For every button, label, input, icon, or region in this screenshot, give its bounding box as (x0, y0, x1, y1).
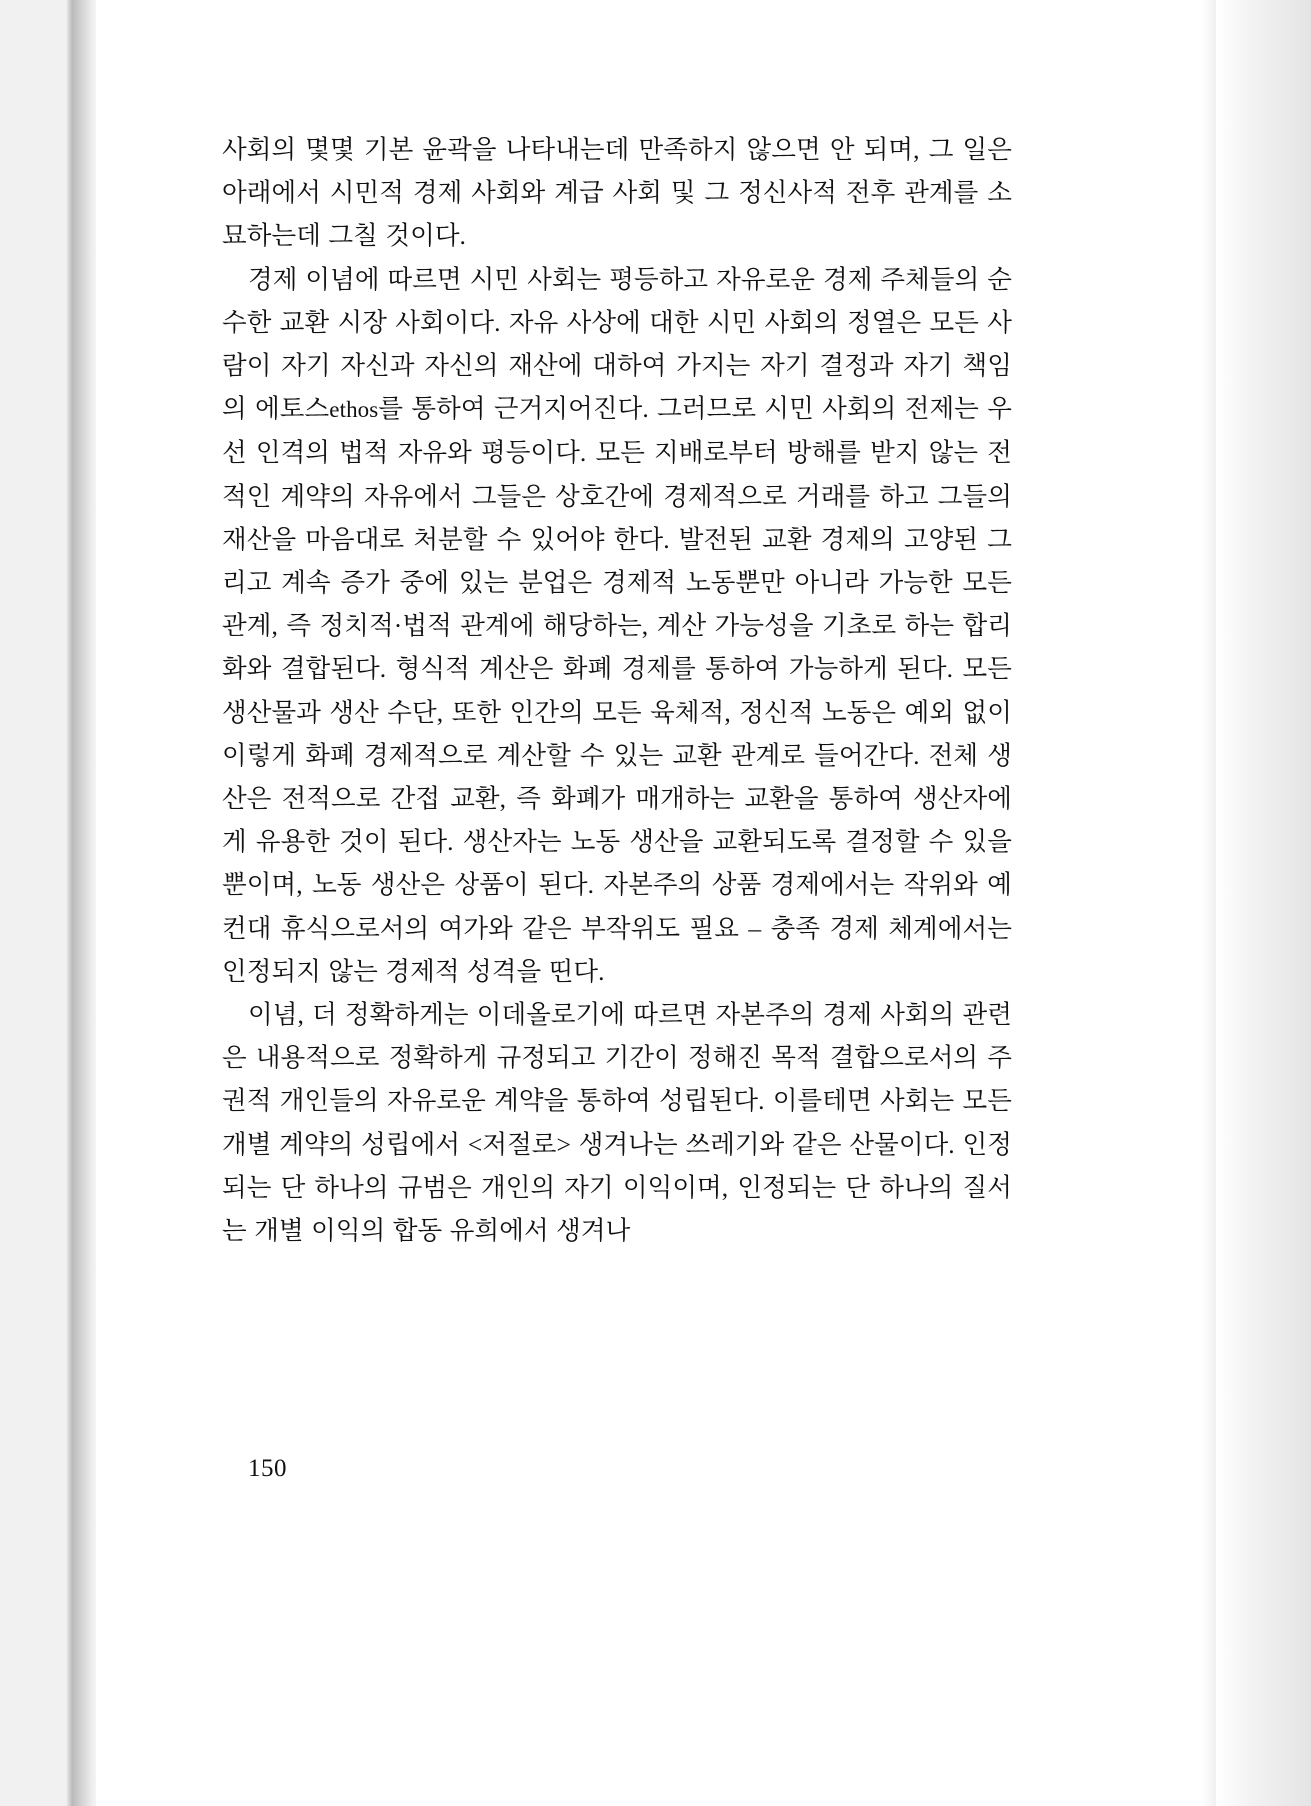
paragraph-2-part-1: 경제 이념에 따르면 시민 사회는 평등하고 자유로운 경제 주체들의 순수한 교환 시장 사회이다. 자유 사상에 대한 시민 사회의 정열은 모든 사람이 자기 자신과 자신의 재산에 대하여 가지는 자기 결정과 자기 책임의 에토스 (222, 264, 1012, 424)
page-right-edge (1216, 0, 1311, 1806)
latin-term-ethos: ethos (329, 397, 379, 423)
paragraph-2 (222, 258, 1012, 993)
page-number: 150 (248, 1455, 287, 1482)
paragraph-1: 사회의 몇몇 기본 윤곽을 나타내는데 만족하지 않으면 안 되며, 그 일은 아래에서 시민적 경제 사회와 계급 사회 및 그 정신사적 전후 관계를 소묘하는데 그칠 것이다. (222, 135, 1012, 251)
paragraph-2-part-2: 를 통하여 근거지어진다. 그러므로 시민 사회의 전제는 우선 인격의 법적 자유와 평등이다. 모든 지배로부터 방해를 받지 않는 전적인 계약의 자유에서 그들은 상호간에 경제적으로 거래를 하고 그들의 재산을 마음대로 처분할 수 있어야 한다. 발전된 교환 경제의 고양된 그리고 계속 증가 중에 있는 분업은 경제적 노동뿐만 아니라 가능한 모든 관계, 즉 정치적·법적 관계에 해당하는, 계산 가능성을 기초로 하는 합리화와 결합된다. 형식적 계산은 화폐 경제를 통하여 가능하게 된다. 모든 생산물과 생산 수단, 또한 인간의 모든 육체적, 정신적 노동은 예외 없이 이렇게 화폐 경제적으로 계산할 수 있는 교환 관계로 들어간다. 전체 생산은 전적으로 간접 교환, 즉 화폐가 매개하는 교환을 통하여 생산자에게 유용한 것이 된다. 생산자는 노동 생산을 교환되도록 결정할 수 있을 뿐이며, 노동 생산은 상품이 된다. 자본주의 상품 경제에서는 작위와 예컨대 휴식으로서의 여가와 같은 부작위도 필요 – 충족 경제 체계에서는 인정되지 않는 경제적 성격을 띤다. (222, 394, 1012, 986)
page-left-edge (72, 0, 98, 1806)
paragraph-3: 이념, 더 정확하게는 이데올로기에 따르면 자본주의 경제 사회의 관련은 내용적으로 정확하게 규정되고 기간이 정해진 목적 결합으로서의 주권적 개인들의 자유로운 계약을 통하여 성립된다. 이를테면 사회는 모든 개별 계약의 성립에서 <저절로> 생겨나는 쓰레기와 같은 산물이다. 인정되는 단 하나의 규범은 개인의 자기 이익이며, 인정되는 단 하나의 질서는 개별 이익의 합동 유희에서 생겨나 (222, 1000, 1012, 1246)
body-text (222, 128, 1012, 1252)
page-surface (96, 0, 1216, 1806)
